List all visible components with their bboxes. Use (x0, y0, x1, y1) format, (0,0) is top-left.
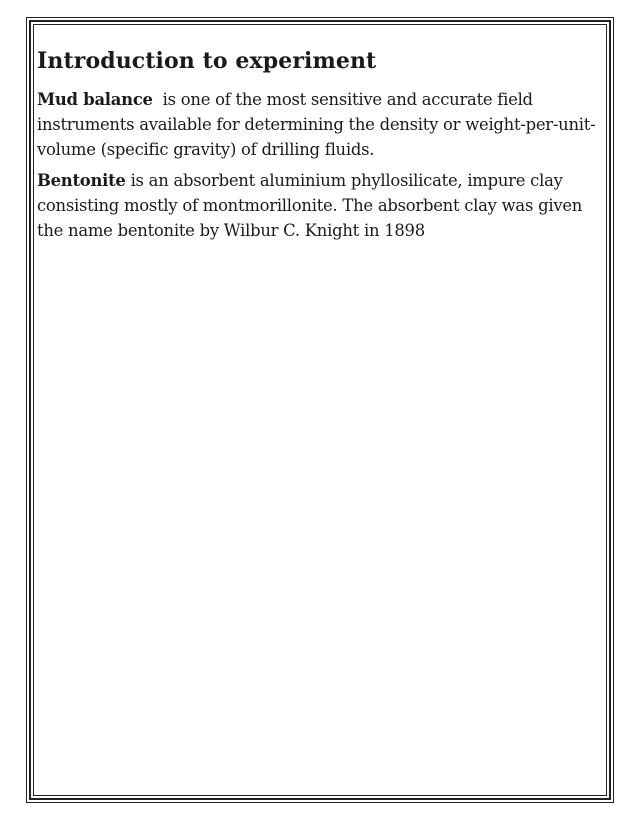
paragraph-mud-balance-text: is one of the most sensitive and accurate field instruments available for determining the density or weight-per-unit-volume (specific gravity) of drilling fluids. (37, 90, 596, 159)
term-bentonite: Bentonite (37, 171, 126, 190)
paragraph-bentonite (37, 168, 605, 243)
term-mud-balance: Mud balance (37, 90, 153, 109)
section-heading: Introduction to experiment (37, 48, 377, 74)
paragraph-mud-balance (37, 87, 605, 162)
paragraph-bentonite-text: is an absorbent aluminium phyllosilicate, impure clay consisting mostly of montmorillonite. The absorbent clay was given the name bentonite by Wilbur C. Knight in 1898 (37, 171, 588, 240)
document-content (37, 46, 605, 249)
